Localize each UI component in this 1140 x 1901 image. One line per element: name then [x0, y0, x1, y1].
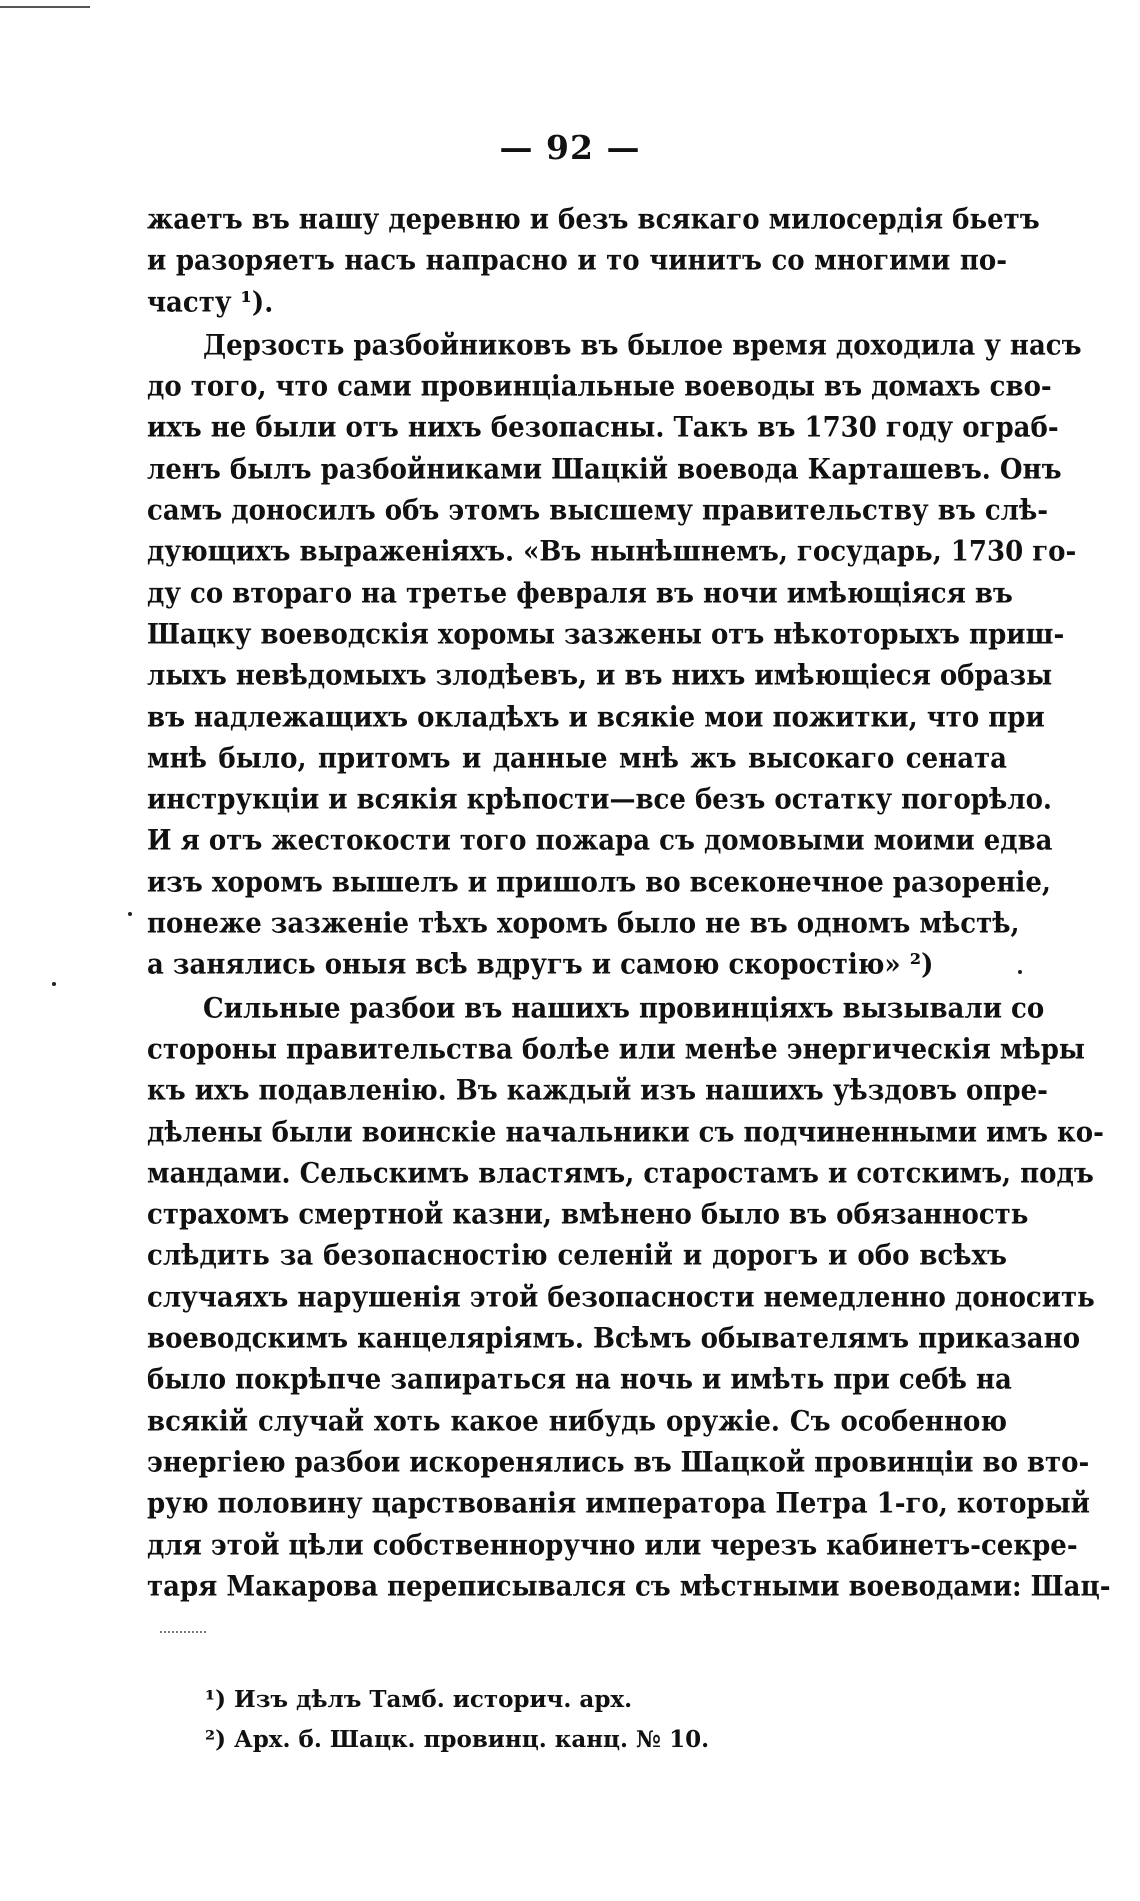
print-speck — [1018, 970, 1022, 974]
print-speck — [52, 982, 56, 986]
footnote-1 — [205, 1680, 905, 1720]
print-speck — [128, 912, 132, 916]
footnote-2 — [205, 1720, 905, 1760]
text-line: слѣдить за безопасностію селеній и дорогъ и обо всѣхъ — [147, 1240, 1007, 1273]
text-line: было покрѣпче запираться на ночь и имѣть при себѣ на — [147, 1364, 1012, 1397]
text-line: дѣлены были воинскіе начальники съ подчиненными имъ ко- — [147, 1116, 1104, 1149]
text-line: И я отъ жестокости того пожара съ домовыми моими едва — [147, 825, 1053, 858]
text-line: Дерзость разбойниковъ въ былое время доходила у насъ — [203, 329, 1082, 363]
text-line: часту ¹). — [147, 286, 274, 319]
footnote-separator — [160, 1631, 206, 1633]
text-line: къ ихъ подавленію. Въ каждый изъ нашихъ уѣздовъ опре- — [147, 1074, 1048, 1108]
footnotes — [205, 1680, 905, 1760]
paragraph-3 — [147, 989, 1111, 1608]
text-line: лыхъ невѣдомыхъ злодѣевъ, и въ нихъ имѣющіеся образы — [147, 660, 1053, 693]
text-line: жаетъ въ нашу деревню и безъ всякаго милосердія бьетъ — [147, 203, 1040, 237]
text-line: стороны правительства болѣе или менѣе энергическія мѣры — [147, 1033, 1085, 1067]
page-number: — 92 — — [499, 128, 641, 167]
text-line: Сильные разбои въ нашихъ провинціяхъ вызывали со — [203, 992, 1045, 1025]
text-line: а занялись оныя всѣ вдругъ и самою скоростію» ²) — [147, 949, 934, 982]
text-line: дующихъ выраженіяхъ. «Въ нынѣшнемъ, государь, 1730 го- — [147, 536, 1077, 569]
text-line: всякій случай хоть какое нибудь оружіе. Съ особенною — [147, 1405, 1007, 1438]
text-line: изъ хоромъ вышелъ и пришолъ во всеконечное разореніе, — [147, 866, 1051, 899]
text-line: самъ доносилъ объ этомъ высшему правительству въ слѣ- — [147, 494, 1049, 528]
text-line: и разоряетъ насъ напрасно и то чинитъ со многими по- — [147, 245, 1007, 278]
text-line: рую половину царствованія императора Петра 1-го, который — [147, 1487, 1090, 1521]
footnote-text: Изъ дѣлъ Тамб. историч. арх. — [233, 1686, 633, 1713]
footnote-text: Арх. б. Шацк. провинц. канц. № 10. — [233, 1726, 710, 1753]
text-line: ду со втораго на третье февраля въ ночи имѣющіяся въ — [147, 577, 1013, 610]
text-line: страхомъ смертной казни, вмѣнено было въ обязанность — [147, 1198, 1029, 1232]
text-line: таря Макарова переписывался съ мѣстными воеводами: Шац- — [147, 1570, 1111, 1603]
text-line: воеводскимъ канцеляріямъ. Всѣмъ обывателямъ приказано — [147, 1322, 1081, 1356]
text-line: понеже зазженіе тѣхъ хоромъ было не въ одномъ мѣстѣ, — [147, 907, 1020, 941]
text-line: инструкціи и всякія крѣпости—все безъ остатку погорѣло. — [147, 783, 1052, 817]
text-line: мандами. Сельскимъ властямъ, старостамъ и сотскимъ, подъ — [147, 1157, 1094, 1190]
text-line: до того, что сами провинціальные воеводы въ домахъ сво- — [147, 370, 1052, 404]
text-line: Шацку воеводскія хоромы зазжены отъ нѣкоторыхъ приш- — [147, 618, 1065, 652]
footnote-marker: ²) — [205, 1726, 226, 1753]
body-text — [147, 200, 1111, 1608]
paragraph-2 — [147, 326, 1082, 987]
text-line: ленъ былъ разбойниками Шацкій воевода Карташевъ. Онъ — [147, 453, 1062, 486]
text-line: въ надлежащихъ окладѣхъ и всякіе мои пожитки, что при — [147, 701, 1045, 734]
text-line: ихъ не были отъ нихъ безопасны. Такъ въ 1730 году ограб- — [147, 412, 1059, 445]
text-line: энергіею разбои искоренялись въ Шацкой провинціи во вто- — [147, 1446, 1090, 1480]
paragraph-1 — [147, 200, 1040, 324]
text-line: случаяхъ нарушенія этой безопасности немедленно доносить — [147, 1281, 1095, 1314]
text-line: для этой цѣли собственноручно или черезъ кабинетъ-секре- — [147, 1529, 1078, 1562]
top-edge-rule — [0, 6, 90, 8]
text-line: мнѣ было, притомъ и данные мнѣ жъ высокаго сената — [147, 742, 1007, 776]
footnote-marker: ¹) — [205, 1686, 226, 1713]
